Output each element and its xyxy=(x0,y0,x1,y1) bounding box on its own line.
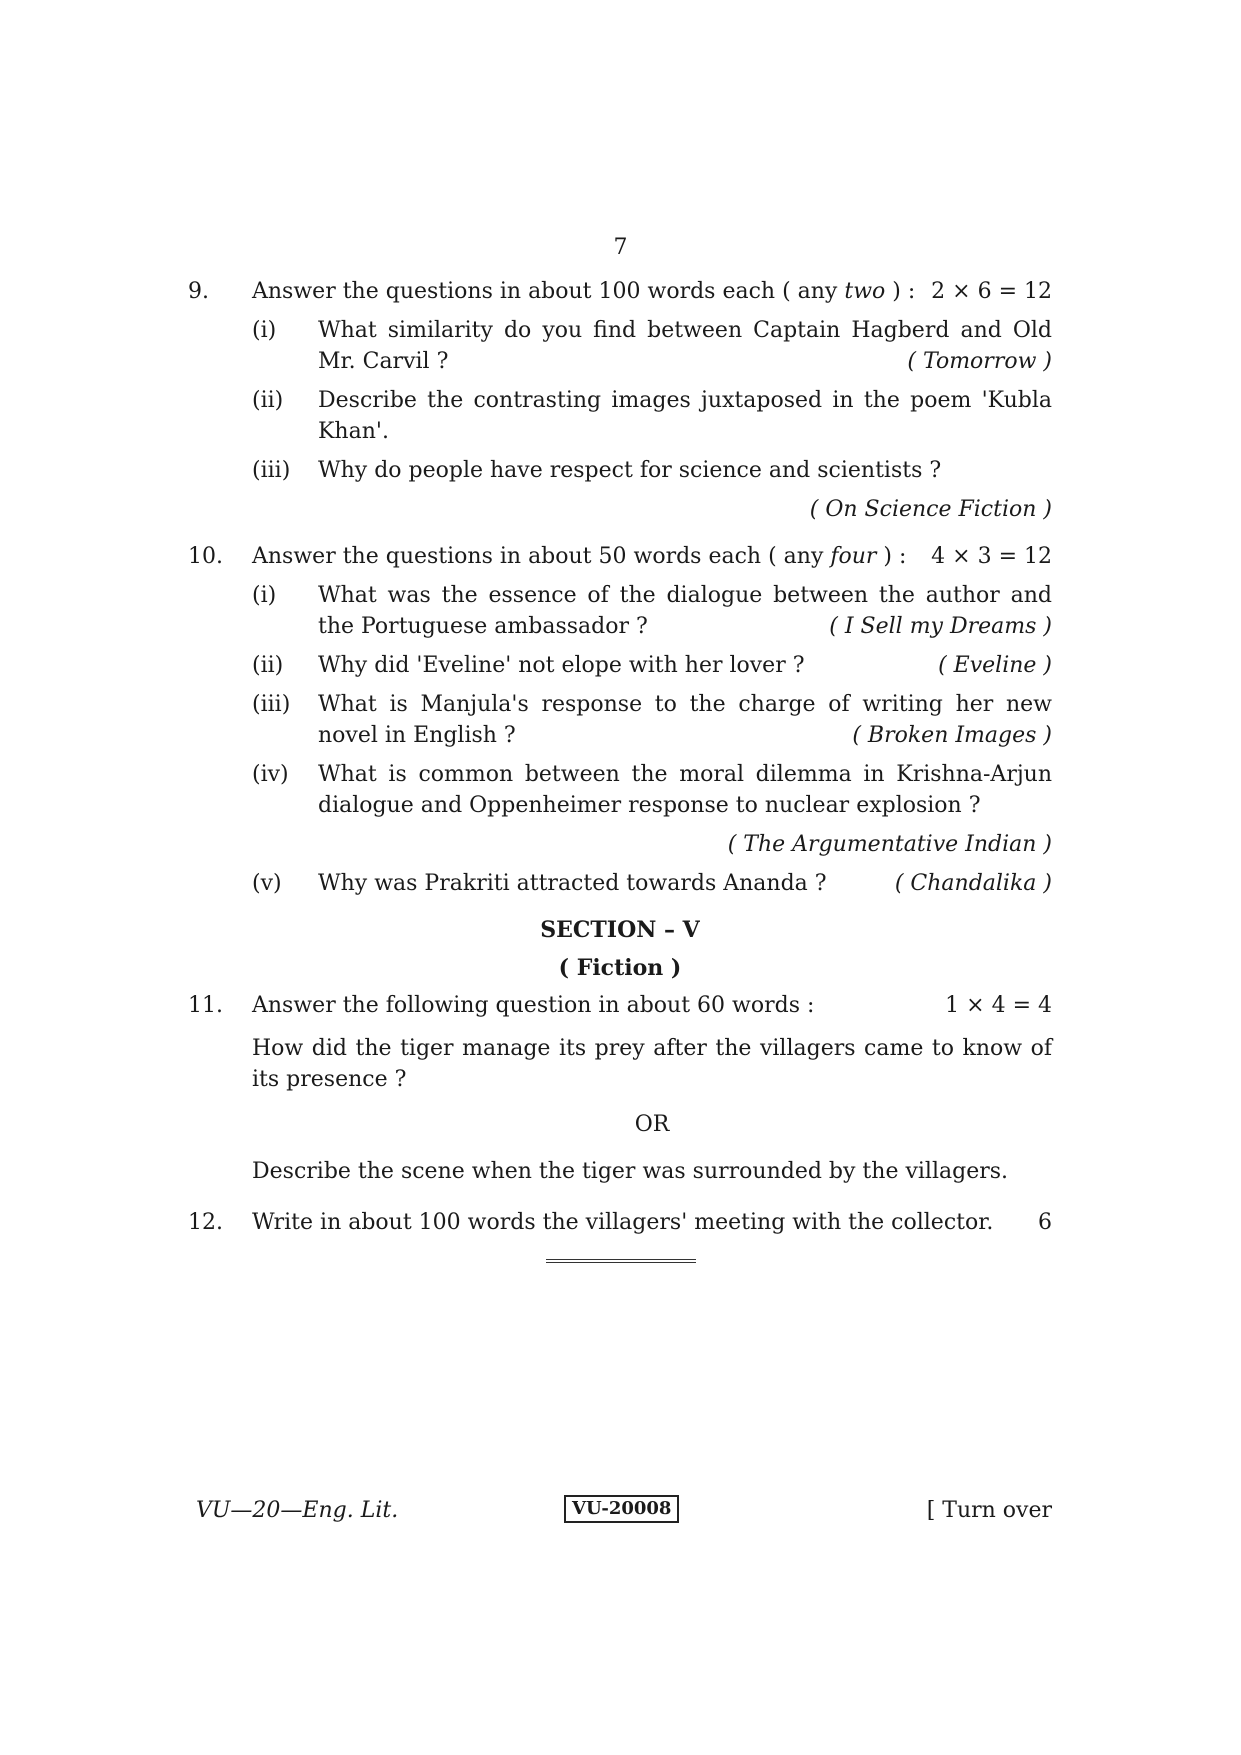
sub-question: (i) What similarity do you find between Captain Hagberd and Old Mr. Carvil ? ( Tomorrow ) xyxy=(252,315,1052,377)
section-title: SECTION – V xyxy=(540,917,700,943)
turn-over-note: [ Turn over xyxy=(926,1498,1052,1523)
source-title: ( Chandalika ) xyxy=(894,871,1052,896)
question-text: How did the tiger manage its prey after the villagers came to know of its presence ? xyxy=(252,1036,1052,1092)
source-title: ( On Science Fiction ) xyxy=(809,497,1052,522)
marks: 2 × 6 = 12 xyxy=(931,279,1052,304)
paper-code: VU—20—Eng. Lit. xyxy=(196,1498,399,1523)
source-title: ( The Argumentative Indian ) xyxy=(727,832,1052,857)
marks: 6 xyxy=(1038,1210,1052,1235)
question-instruction: Answer the questions in about 50 words each ( any four ) : 4 × 3 = 12 xyxy=(252,541,1052,572)
question-10 xyxy=(188,541,1052,907)
sub-question: (ii) Why did 'Eveline' not elope with her lover ? ( Eveline ) xyxy=(252,650,1052,681)
sub-question: (iv) What is common between the moral dilemma in Krishna-Arjun dialogue and Oppenheimer response to nuclear explosion ? xyxy=(252,762,1052,818)
question-text: Write in about 100 words the villagers' meeting with the collector. xyxy=(252,1210,994,1235)
footer xyxy=(196,1495,1052,1527)
source-title: ( I Sell my Dreams ) xyxy=(829,614,1052,639)
section-subtitle: ( Fiction ) xyxy=(558,955,682,981)
question-content xyxy=(188,276,1052,1254)
marks: 4 × 3 = 12 xyxy=(931,544,1052,569)
sub-question: (iii) Why do people have respect for science and scientists ? xyxy=(252,458,942,483)
source-title: ( Broken Images ) xyxy=(852,723,1052,748)
booklet-code-box: VU-20008 xyxy=(564,1495,679,1523)
question-instruction: Answer the following question in about 60 words : 1 × 4 = 4 xyxy=(252,990,1052,1021)
sub-question: (iii) What is Manjula's response to the charge of writing her new novel in English ? ( Broken Images ) xyxy=(252,689,1052,751)
source-title: ( Eveline ) xyxy=(938,653,1052,678)
end-divider xyxy=(546,1259,696,1263)
question-number: 11. xyxy=(188,993,223,1018)
marks: 1 × 4 = 4 xyxy=(945,993,1052,1018)
question-number: 12. xyxy=(188,1210,223,1235)
sub-question: (i) What was the essence of the dialogue between the author and the Portuguese ambassador ? ( I Sell my Dreams ) xyxy=(252,580,1052,642)
question-instruction: Answer the questions in about 100 words each ( any two ) : 2 × 6 = 12 xyxy=(252,276,1052,307)
question-12 xyxy=(188,1207,1052,1246)
or-separator: OR xyxy=(634,1112,670,1137)
question-9 xyxy=(188,276,1052,533)
source-title: ( Tomorrow ) xyxy=(907,349,1052,374)
sub-question: (v) Why was Prakriti attracted towards Ananda ? ( Chandalika ) xyxy=(252,868,1052,899)
page-number: 7 xyxy=(613,235,628,260)
question-number: 10. xyxy=(188,544,223,569)
question-text: Describe the scene when the tiger was surrounded by the villagers. xyxy=(252,1159,1009,1184)
question-number: 9. xyxy=(188,279,209,304)
question-11 xyxy=(188,990,1052,1199)
sub-question: (ii) Describe the contrasting images juxtaposed in the poem 'Kubla Khan'. xyxy=(252,388,1052,444)
